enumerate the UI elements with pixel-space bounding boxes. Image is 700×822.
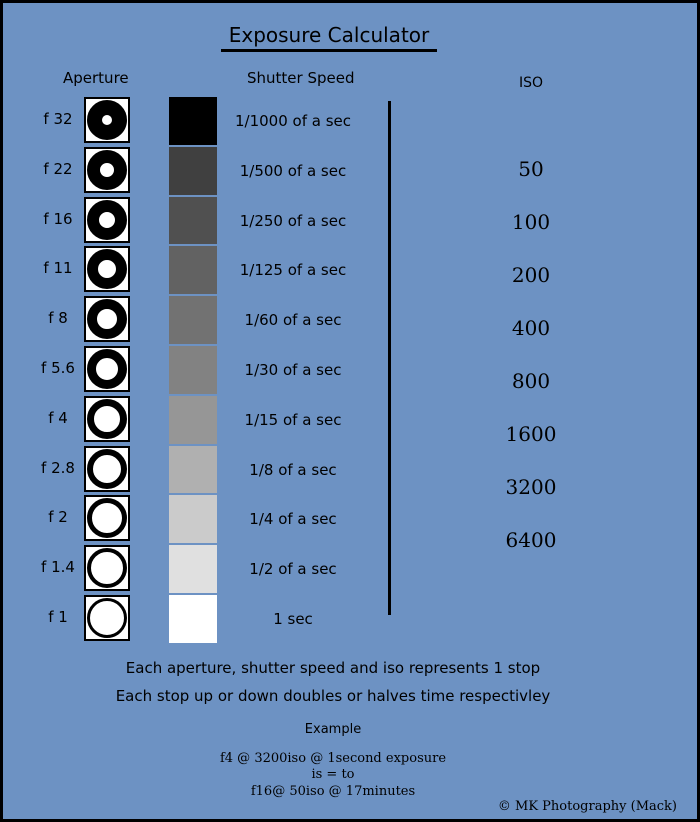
shutter-speed-label: 1/125 of a sec (239, 261, 347, 280)
aperture-ring (87, 548, 127, 588)
aperture-icon (84, 197, 130, 243)
aperture-ring (87, 249, 127, 289)
example-line-2: is = to (311, 767, 355, 782)
shutter-speed-label: 1 sec (273, 610, 313, 628)
iso-value: 3200 (505, 475, 557, 499)
aperture-label: f 16 (43, 209, 73, 228)
aperture-icon (84, 147, 130, 193)
aperture-label: f 1.4 (41, 558, 75, 577)
shutter-speed-label: 1/60 of a sec (244, 311, 342, 330)
aperture-icon (84, 396, 130, 442)
aperture-icon (84, 97, 130, 143)
aperture-label: f 2 (48, 508, 68, 527)
iso-value: 800 (511, 369, 551, 393)
aperture-label: f 4 (48, 408, 68, 427)
shutter-swatch (169, 446, 217, 494)
shutter-swatch (169, 296, 217, 344)
aperture-ring (87, 598, 127, 638)
shutter-swatch (169, 396, 217, 444)
aperture-label: f 11 (43, 259, 73, 278)
aperture-ring (87, 200, 127, 240)
aperture-ring (87, 299, 127, 339)
iso-value: 1600 (505, 422, 557, 446)
aperture-icon (84, 495, 130, 541)
example-line-1: f4 @ 3200iso @ 1second exposure (219, 751, 447, 766)
shutter-speed-header: Shutter Speed (247, 69, 355, 87)
example-heading: Example (304, 722, 362, 737)
aperture-label: f 22 (43, 159, 73, 178)
aperture-ring (87, 449, 127, 489)
aperture-label: f 32 (43, 110, 73, 128)
shutter-swatch (169, 147, 217, 195)
copyright: © MK Photography (Mack) (497, 799, 677, 814)
aperture-icon (84, 595, 130, 641)
iso-value: 400 (511, 316, 551, 340)
shutter-speed-label: 1/2 of a sec (249, 560, 337, 579)
aperture-ring (87, 349, 127, 389)
shutter-swatch (169, 495, 217, 543)
aperture-icon (84, 545, 130, 591)
shutter-swatch (169, 246, 217, 294)
note-line-2: Each stop up or down doubles or halves time respectivley (115, 687, 551, 705)
aperture-ring (87, 100, 127, 140)
shutter-speed-label: 1/30 of a sec (244, 361, 342, 379)
iso-header: ISO (519, 75, 544, 91)
example-line-3: f16@ 50iso @ 17minutes (250, 784, 416, 799)
shutter-swatch (169, 545, 217, 593)
note-line-1: Each aperture, shutter speed and iso represents 1 stop (125, 659, 541, 677)
aperture-label: f 1 (48, 608, 68, 626)
iso-value: 100 (511, 210, 551, 234)
shutter-swatch (169, 595, 217, 643)
shutter-speed-label: 1/1000 of a sec (234, 112, 351, 130)
iso-value: 200 (511, 263, 551, 287)
divider-line (388, 101, 391, 615)
page-title (3, 23, 655, 49)
shutter-swatch (169, 346, 217, 394)
aperture-ring (87, 399, 127, 439)
shutter-swatch (169, 97, 217, 145)
shutter-speed-label: 1/250 of a sec (239, 211, 347, 230)
aperture-icon (84, 246, 130, 292)
shutter-speed-label: 1/4 of a sec (249, 510, 337, 529)
aperture-label: f 8 (48, 309, 68, 328)
aperture-icon (84, 296, 130, 342)
aperture-icon (84, 446, 130, 492)
aperture-label: f 5.6 (41, 359, 75, 377)
shutter-speed-label: 1/8 of a sec (249, 460, 337, 479)
title-text: Exposure Calculator (221, 23, 438, 52)
aperture-ring (87, 150, 127, 190)
iso-value: 6400 (505, 528, 557, 552)
shutter-speed-label: 1/15 of a sec (244, 410, 342, 429)
aperture-icon (84, 346, 130, 392)
aperture-label: f 2.8 (41, 458, 75, 477)
shutter-swatch (169, 197, 217, 245)
shutter-speed-label: 1/500 of a sec (239, 161, 347, 180)
aperture-ring (87, 498, 127, 538)
iso-value: 50 (518, 157, 544, 181)
aperture-header: Aperture (63, 69, 129, 87)
